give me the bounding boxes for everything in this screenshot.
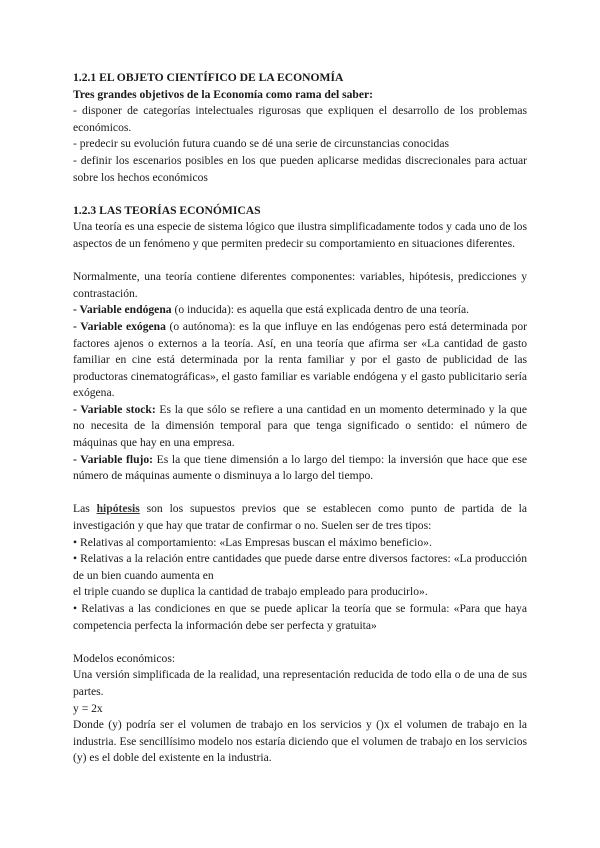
variable-endogena	[73, 302, 527, 319]
spacer	[73, 186, 527, 203]
theory-definition: Una teoría es una especie de sistema lógico que ilustra simplificadamente todos y cada uno de los aspectos de un fenómeno y que permiten predecir su comportamiento en situaciones diferentes.	[73, 220, 527, 250]
variable-endogena-label: - Variable endógena	[73, 303, 172, 317]
section-heading-teorias: 1.2.3 LAS TEORÍAS ECONÓMICAS	[73, 203, 261, 217]
objective-item: - predecir su evolución futura cuando se dé una serie de circunstancias conocidas	[73, 137, 449, 151]
hypothesis-post: son los supuestos previos que se establecen como punto de partida de la investigación y que hay que tratar de confirmar o no. Suelen ser de tres tipos:	[73, 502, 527, 533]
objective-item: - definir los escenarios posibles en los que pueden aplicarse medidas discrecionales para actuar sobre los hechos económicos	[73, 153, 527, 184]
variable-flujo	[73, 452, 527, 485]
variable-stock	[73, 402, 527, 452]
variable-flujo-label: - Variable flujo:	[73, 452, 154, 466]
variable-stock-text: Es la que sólo se refiere a una cantidad en un momento determinado y la que no necesita de la dimensión temporal para que tenga significado o sentido: el número de máquinas que hay en una empresa.	[73, 402, 527, 450]
variable-endogena-text: (o inducida): es aquella que está explicada dentro de una teoría.	[171, 303, 470, 317]
model-explanation: Donde (y) podría ser el volumen de trabajo en los servicios y ()x el volumen de trabajo en la industria. Ese sencillísimo modelo nos estaría diciendo que el volumen de trabajo en los servicios (y) es el doble del existente en la industria.	[73, 718, 527, 765]
hypothesis-keyword: hipótesis	[96, 502, 140, 516]
model-formula: y = 2x	[73, 701, 103, 715]
hypothesis-item: • Relativas a la relación entre cantidades que puede darse entre diversos factores: «La producción de un bien cuando aumenta en	[73, 552, 527, 582]
hypothesis-pre: Las	[73, 502, 97, 516]
objectives-subheading: Tres grandes objetivos de la Economía como rama del saber:	[73, 87, 374, 101]
variable-flujo-text: Es la que tiene dimensión a lo largo del tiempo: la inversión que hace que ese número de máquinas aumente o disminuya a lo largo del tiempo.	[73, 452, 527, 483]
objective-item: - disponer de categorías intelectuales rigurosas que expliquen el desarrollo de los problemas económicos.	[73, 104, 527, 134]
spacer	[73, 253, 527, 270]
document-page	[73, 70, 527, 767]
section-heading-objeto: 1.2.1 EL OBJETO CIENTÍFICO DE LA ECONOMÍA	[73, 71, 344, 84]
spacer	[73, 634, 527, 651]
hypothesis-item: • Relativas a las condiciones en que se puede aplicar la teoría que se formula: «Para que haya competencia perfecta la información debe ser perfecta y gratuita»	[73, 602, 527, 632]
hypothesis-item: • Relativas al comportamiento: «Las Empresas buscan el máximo beneficio».	[73, 535, 432, 549]
spacer	[73, 485, 527, 502]
models-definition: Una versión simplificada de la realidad, una representación reducida de todo ella o de una de sus partes.	[73, 668, 527, 698]
hypothesis-paragraph	[73, 501, 527, 534]
variable-stock-label: - Variable stock:	[73, 402, 156, 416]
hypothesis-item: el triple cuando se duplica la cantidad de trabajo empleado para producirlo».	[73, 585, 428, 599]
variable-exogena-text: (o autónoma): es la que influye en las endógenas pero está determinada por factores ajenos o externos a la teoría. Así, en una teoría que afirma ser «La cantidad de gasto familiar en cine está determinada por la renta familiar y por el gasto de publicidad de las productoras cinematográficas», el gasto familiar es variable endógena y el gasto publicitario sería exógena.	[73, 319, 527, 400]
theory-components: Normalmente, una teoría contiene diferentes componentes: variables, hipótesis, predicciones y contrastación.	[73, 270, 527, 300]
variable-exogena-label: - Variable exógena	[73, 319, 166, 333]
models-heading: Modelos económicos:	[73, 651, 176, 665]
variable-exogena	[73, 319, 527, 402]
